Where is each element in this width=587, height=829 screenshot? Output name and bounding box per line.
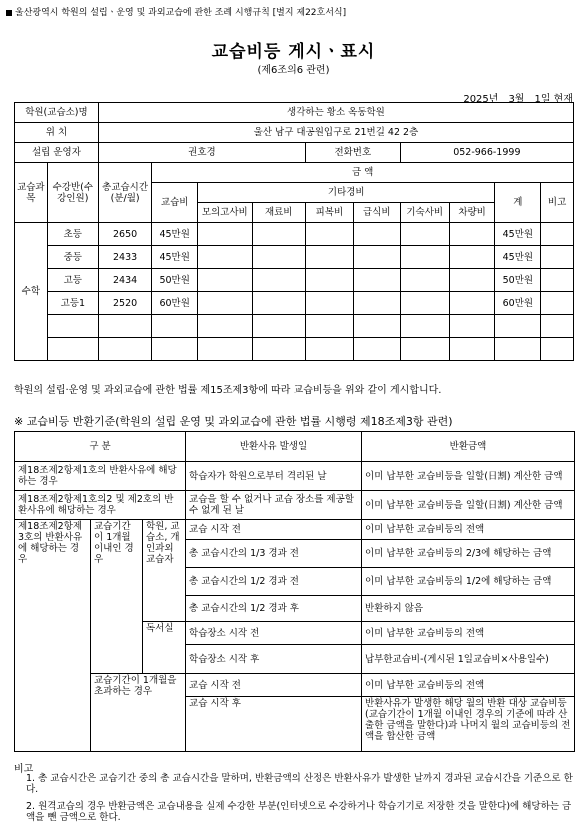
refund-reason: 총 교습시간의 1/2 경과 전	[186, 568, 362, 596]
refund-period: 교습기간이 1개월을 초과하는 경우	[91, 674, 186, 752]
refund-category: 제18조제2항제1호의 반환사유에 해당하는 경우	[15, 462, 186, 491]
total-cell: 45만원	[495, 223, 541, 246]
tuition-cell: 45만원	[152, 246, 198, 269]
hours-cell: 2434	[98, 269, 151, 292]
remarks-label: 비고	[14, 764, 34, 775]
table-row	[15, 292, 574, 315]
subject-header: 교습과목	[15, 163, 48, 223]
total-header: 계	[495, 183, 541, 223]
refund-amount: 이미 납부한 교습비등을 일할(日割) 계산한 금액	[362, 462, 575, 491]
refund-amount: 이미 납부한 교습비등을 일할(日割) 계산한 금액	[362, 491, 575, 520]
refund-reason: 총 교습시간의 1/2 경과 후	[186, 596, 362, 622]
tuition-header: 교습비	[152, 183, 198, 223]
refund-amount: 이미 납부한 교습비등의 2/3에 해당하는 금액	[362, 540, 575, 568]
refund-reason: 학습장소 시작 전	[186, 622, 362, 645]
category-header: 구 분	[15, 432, 186, 462]
refund-reason: 교습 시작 전	[186, 674, 362, 697]
location-label: 위 치	[15, 123, 99, 143]
other-item-header: 급식비	[353, 203, 400, 223]
refund-amount: 이미 납부한 교습비등의 전액	[362, 520, 575, 540]
table-row-empty	[15, 315, 574, 338]
tuition-cell: 60만원	[152, 292, 198, 315]
phone-value: 052-966-1999	[400, 143, 573, 163]
other-item-header: 모의고사비	[198, 203, 252, 223]
other-item-header: 재료비	[252, 203, 305, 223]
refund-period: 교습기간이 1개월 이내인 경우	[91, 520, 143, 674]
reason-header: 반환사유 발생일	[186, 432, 362, 462]
hours-cell: 2520	[98, 292, 151, 315]
refund-amount: 이미 납부한 교습비등의 전액	[362, 674, 575, 697]
refund-reason: 총 교습시간의 1/3 경과 전	[186, 540, 362, 568]
hours-cell: 2650	[98, 223, 151, 246]
refund-reason: 학습자가 학원으로부터 격리된 날	[186, 462, 362, 491]
other-header: 기타경비	[198, 183, 495, 203]
hours-cell: 2433	[98, 246, 151, 269]
academy-value: 생각하는 황소 옥동학원	[98, 103, 573, 123]
refund-reason: 교습 시작 후	[186, 697, 362, 752]
refund-amount: 납부한교습비-(게시된 1일교습비×사용일수)	[362, 645, 575, 674]
page-subtitle: (제6조의6 관련)	[257, 65, 330, 76]
refund-reason: 교습 시작 전	[186, 520, 362, 540]
refund-reason: 교습을 할 수 없거나 교습 장소를 제공할 수 없게 된 날	[186, 491, 362, 520]
remarks-item: 2. 원격교습의 경우 반환금액은 교습내용을 실제 수강한 부분(인터넷으로 수강하거나 학습기기로 저장한 것을 말한다)에 해당하는 금액을 뺀 금액으로 한다.	[26, 801, 572, 823]
amount-header: 금 액	[152, 163, 574, 183]
remarks-header: 비고	[541, 183, 574, 223]
refund-category: 제18조제2항제3호의 반환사유에 해당하는 경우	[15, 520, 91, 752]
posting-note: 학원의 설립·운영 및 과외교습에 관한 법률 제15조제3항에 따라 교습비등을 위와 같이 게시합니다.	[14, 385, 442, 396]
refund-subtype: 독서실	[143, 622, 186, 674]
refund-reason: 학습장소 시작 후	[186, 645, 362, 674]
square-bullet-icon	[6, 10, 12, 16]
subject-cell: 수학	[15, 223, 48, 361]
fee-table	[14, 102, 574, 361]
table-row	[15, 269, 574, 292]
total-cell: 45만원	[495, 246, 541, 269]
tuition-cell: 50만원	[152, 269, 198, 292]
date-line: 2025년 3월 1일 현재	[463, 94, 573, 105]
refund-subtype: 학원, 교습소, 개인과외교습자	[143, 520, 186, 622]
table-row	[15, 223, 574, 246]
refund-amount: 반환하지 않음	[362, 596, 575, 622]
location-value: 울산 남구 대공원입구로 21번길 42 2층	[98, 123, 573, 143]
course-header: 수강반(수강인원)	[47, 163, 98, 223]
operator-label: 설립 운영자	[15, 143, 99, 163]
course-cell: 고등1	[47, 292, 98, 315]
total-cell: 50만원	[495, 269, 541, 292]
refund-table	[14, 431, 575, 752]
operator-value: 권호경	[98, 143, 305, 163]
table-row-empty	[15, 338, 574, 361]
other-item-header: 기숙사비	[400, 203, 449, 223]
course-cell: 고등	[47, 269, 98, 292]
refund-amount: 이미 납부한 교습비등의 전액	[362, 622, 575, 645]
table-row	[15, 246, 574, 269]
refund-amount: 반환사유가 발생한 해당 월의 반환 대상 교습비등(교습기간이 1개월 이내인 경우의 기준에 따라 산출한 금액을 말한다)과 나머지 월의 교습비등의 전액을 합산한 금액	[362, 697, 575, 752]
academy-label: 학원(교습소)명	[15, 103, 99, 123]
form-header: 울산광역시 학원의 설립ㆍ운영 및 과외교습에 관한 조례 시행규칙 [별지 제22호서식]	[6, 5, 346, 18]
amount-header: 반환금액	[362, 432, 575, 462]
other-item-header: 차량비	[449, 203, 495, 223]
refund-amount: 이미 납부한 교습비등의 1/2에 해당하는 금액	[362, 568, 575, 596]
tuition-cell: 45만원	[152, 223, 198, 246]
phone-label: 전화번호	[305, 143, 400, 163]
other-item-header: 피복비	[305, 203, 353, 223]
hours-header: 총교습시간(분/월)	[98, 163, 151, 223]
remarks-item: 1. 총 교습시간은 교습기간 중의 총 교습시간을 말하며, 반환금액의 산정은 반환사유가 발생한 날까지 경과된 교습시간을 기준으로 한다.	[26, 773, 573, 795]
page-title: 교습비등 게시ㆍ표시	[211, 42, 376, 62]
refund-heading: ※ 교습비등 반환기준(학원의 설립 운영 및 과외교습에 관한 법률 시행령 제18조제3항 관련)	[14, 415, 453, 428]
course-cell: 초등	[47, 223, 98, 246]
refund-category: 제18조제2항제1호의2 및 제2호의 반환사유에 해당하는 경우	[15, 491, 186, 520]
course-cell: 중등	[47, 246, 98, 269]
total-cell: 60만원	[495, 292, 541, 315]
